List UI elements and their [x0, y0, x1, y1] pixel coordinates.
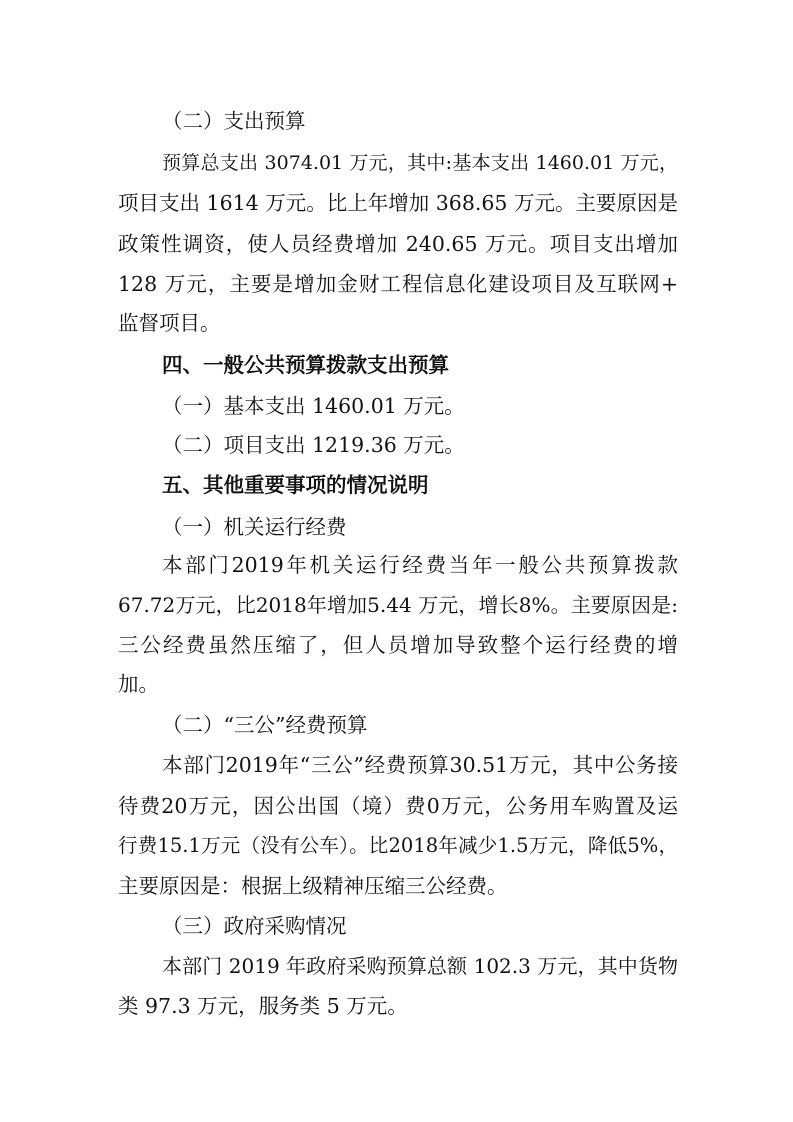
paragraph-line: 政策性调资，使人员经费增加 240.65 万元。项目支出增加: [118, 232, 678, 256]
paragraph-line: 项目支出 1614 万元。比上年增加 368.65 万元。主要原因是: [118, 191, 678, 215]
paragraph-line: 预算总支出 3074.01 万元，其中:基本支出 1460.01 万元，: [162, 152, 678, 174]
paragraph-line: （一）基本支出 1460.01 万元。: [162, 394, 465, 418]
paragraph-line: 加。: [118, 672, 159, 696]
paragraph-line: 67.72万元，比2018年增加5.44 万元，增长8%。主要原因是:: [118, 593, 678, 617]
paragraph-line: 本部门2019年机关运行经费当年一般公共预算拨款: [162, 553, 678, 577]
subsection-heading-procurement: （三）政府采购情况: [162, 914, 347, 938]
paragraph-line: 待费20万元，因公出国（境）费0万元，公务用车购置及运: [118, 794, 678, 818]
paragraph-line: 三公经费虽然压缩了，但人员增加导致整个运行经费的增: [118, 633, 678, 657]
subsection-heading-expenditure-budget: （二）支出预算: [162, 109, 306, 133]
paragraph-line: 本部门 2019 年政府采购预算总额 102.3 万元，其中货物: [162, 954, 678, 978]
subsection-heading-operating-expenses: （一）机关运行经费: [162, 515, 347, 539]
paragraph-line: 监督项目。: [118, 311, 221, 335]
paragraph-line: 本部门2019年“三公”经费预算30.51万元，其中公务接: [162, 753, 678, 777]
subsection-heading-three-public: （二）“三公”经费预算: [162, 713, 368, 737]
paragraph-line: 128 万元，主要是增加金财工程信息化建设项目及互联网+: [118, 272, 678, 296]
paragraph-line: 行费15.1万元（没有公车）。比2018年减少1.5万元，降低5%，: [118, 834, 678, 857]
section-heading-5: 五、其他重要事项的情况说明: [162, 473, 429, 497]
section-heading-4: 四、一般公共预算拨款支出预算: [162, 353, 449, 377]
paragraph-line: 类 97.3 万元，服务类 5 万元。: [118, 994, 408, 1018]
paragraph-line: 主要原因是：根据上级精神压缩三公经费。: [118, 874, 508, 898]
paragraph-line: （二）项目支出 1219.36 万元。: [162, 433, 465, 457]
